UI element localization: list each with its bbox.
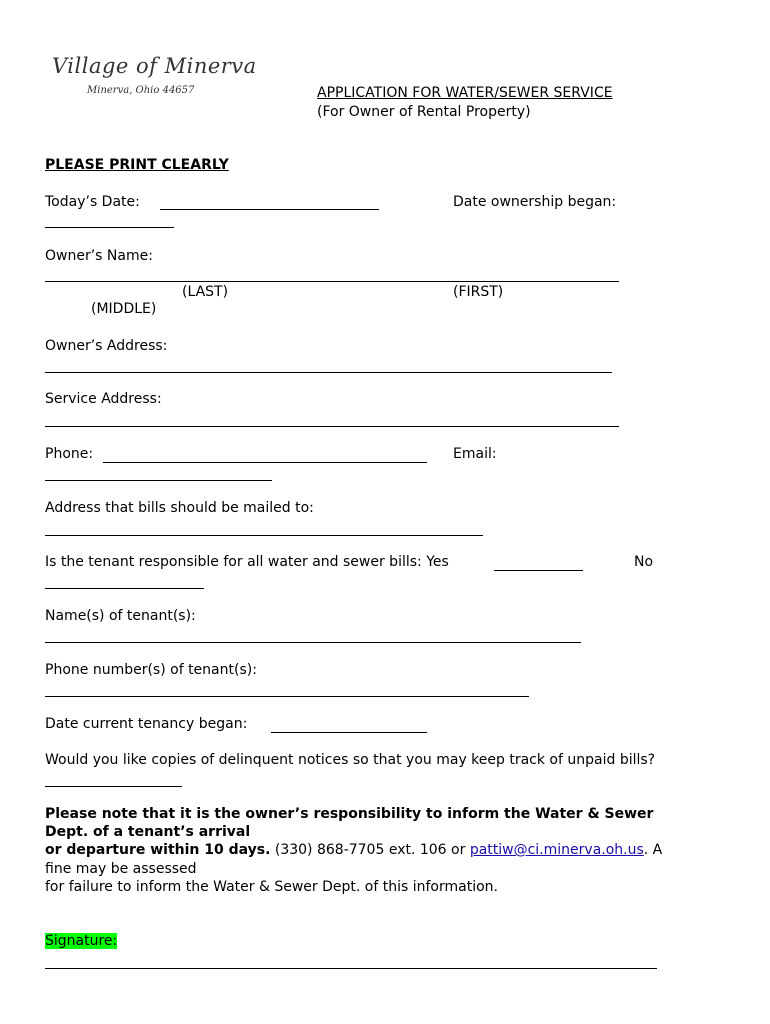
tenant-names-line[interactable] xyxy=(45,642,581,643)
email-label: Email: xyxy=(453,446,497,462)
notice-line-3 xyxy=(45,842,662,858)
notice-contact-phone: (330) 868-7705 ext. 106 or xyxy=(270,842,470,858)
notice-line-5: for failure to inform the Water & Sewer Dept. of this information. xyxy=(45,879,498,895)
tenant-responsible-no-label: No xyxy=(634,554,654,570)
delinquent-notices-label: Would you like copies of delinquent notices so that you may keep track of unpaid bills? xyxy=(45,752,656,768)
email-line[interactable] xyxy=(45,480,272,481)
todays-date-line[interactable] xyxy=(160,209,379,210)
owners-name-line[interactable] xyxy=(45,281,619,282)
phone-label: Phone: xyxy=(45,446,94,462)
service-address-label: Service Address: xyxy=(45,391,162,407)
signature-label: Signature: xyxy=(45,933,118,949)
owners-address-line[interactable] xyxy=(45,372,612,373)
notice-contact-tail: . A xyxy=(643,842,663,858)
tenant-responsible-no-line[interactable] xyxy=(45,588,204,589)
tenant-responsible-yes-line[interactable] xyxy=(494,570,583,571)
form-title: APPLICATION FOR WATER/SEWER SERVICE xyxy=(317,85,613,101)
logo-subtitle: Minerva, Ohio 44657 xyxy=(87,85,195,96)
name-last-caption: (LAST) xyxy=(182,284,229,300)
print-clearly-heading: PLEASE PRINT CLEARLY xyxy=(45,157,229,173)
notice-bold-line-3: or departure within 10 days. xyxy=(45,842,271,858)
notice-bold-line-2: Dept. of a tenant’s arrival xyxy=(45,824,251,840)
notice-bold-line-1: Please note that it is the owner’s responsibility to inform the Water & Sewer xyxy=(45,806,654,822)
tenancy-began-label: Date current tenancy began: xyxy=(45,716,248,732)
phone-line[interactable] xyxy=(103,462,427,463)
tenant-responsible-label: Is the tenant responsible for all water and sewer bills: Yes xyxy=(45,554,449,570)
todays-date-label: Today’s Date: xyxy=(45,194,140,210)
delinquent-notices-line[interactable] xyxy=(45,786,182,787)
contact-email-link[interactable]: pattiw@ci.minerva.oh.us xyxy=(469,842,644,858)
name-middle-caption: (MIDDLE) xyxy=(91,301,157,317)
tenant-phones-line[interactable] xyxy=(45,696,529,697)
ownership-began-line[interactable] xyxy=(45,227,174,228)
tenancy-began-line[interactable] xyxy=(271,732,427,733)
logo-title: Village of Minerva xyxy=(52,54,257,78)
billing-address-line[interactable] xyxy=(45,535,483,536)
name-first-caption: (FIRST) xyxy=(453,284,504,300)
tenant-phones-label: Phone number(s) of tenant(s): xyxy=(45,662,257,678)
notice-line-4: fine may be assessed xyxy=(45,861,197,877)
form-subtitle: (For Owner of Rental Property) xyxy=(317,104,531,120)
owners-name-label: Owner’s Name: xyxy=(45,248,153,264)
ownership-began-label: Date ownership began: xyxy=(453,194,617,210)
owners-address-label: Owner’s Address: xyxy=(45,338,168,354)
billing-address-label: Address that bills should be mailed to: xyxy=(45,500,314,516)
signature-line[interactable] xyxy=(45,968,657,969)
service-address-line[interactable] xyxy=(45,426,619,427)
tenant-names-label: Name(s) of tenant(s): xyxy=(45,608,196,624)
